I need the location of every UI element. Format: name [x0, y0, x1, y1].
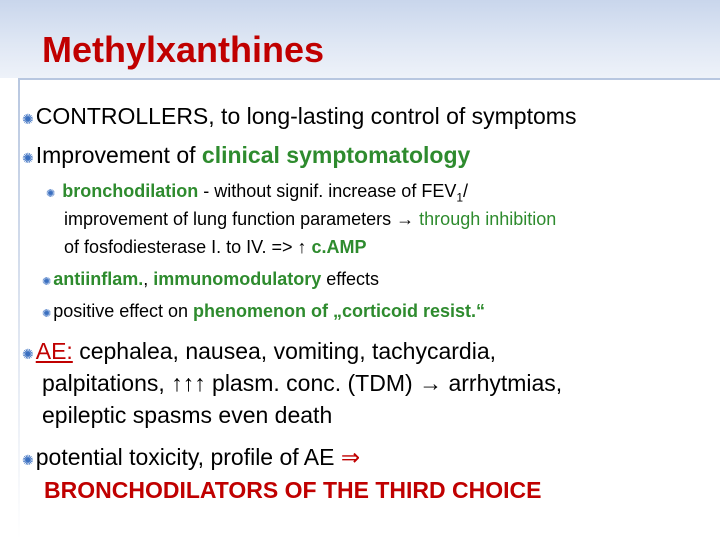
bullet-icon: ✺ — [22, 111, 34, 127]
slide-title: Methylxanthines — [42, 29, 325, 70]
arrhytmias-text: arrhytmias, — [442, 370, 563, 396]
toxicity-text: potential toxicity, profile of AE — [35, 444, 341, 470]
triple-arrow-up-icon: ↑↑↑ — [171, 370, 206, 396]
bullet-icon: ✺ — [42, 308, 52, 320]
bullet-controllers — [22, 105, 576, 128]
comma-text: , — [143, 269, 154, 289]
title-divider — [18, 78, 720, 80]
controllers-text: , to long-lasting control of symptoms — [208, 103, 577, 129]
fosfodiesterase-text: of fosfodiesterase I. to IV. => — [64, 237, 298, 257]
corticoid-resist-label: phenomenon of „corticoid resist.“ — [192, 301, 486, 321]
bullet-icon: ✺ — [42, 276, 52, 288]
ae-text: cephalea, nausea, vomiting, tachycardia, — [72, 338, 497, 364]
ae-label: AE: — [35, 338, 73, 364]
fosfodiesterase-line — [64, 238, 367, 256]
clinical-symptomatology: clinical symptomatology — [201, 142, 471, 168]
epileptic-text: epileptic spasms even death — [42, 402, 333, 428]
positive-effect-text: positive effect on — [53, 301, 193, 321]
bronchodilation-text: - without signif. increase of FEV — [198, 181, 457, 201]
bronchodilation-label: bronchodilation — [62, 181, 199, 201]
palpitations-text: palpitations, — [42, 370, 172, 396]
bullet-icon: ✺ — [46, 188, 56, 200]
implies-arrow-icon: ⇒ — [340, 444, 361, 470]
bullet-icon: ✺ — [22, 346, 34, 362]
arrow-right-icon: → — [419, 370, 443, 396]
fev-subscript: 1 — [456, 190, 464, 205]
epileptic-line — [42, 404, 332, 427]
immunomodulatory-label: immunomodulatory — [153, 269, 322, 289]
bullet-antiinflam — [42, 270, 379, 288]
third-choice-line — [44, 479, 541, 502]
plasm-conc-text: plasm. conc. (TDM) — [205, 370, 420, 396]
third-choice-label: BRONCHODILATORS OF THE THIRD CHOICE — [44, 477, 542, 503]
arrow-up-icon: ↑ — [297, 237, 307, 257]
antiinflam-label: antiinflam. — [53, 269, 144, 289]
arrow-right-icon: → — [396, 209, 415, 229]
palpitations-line — [42, 372, 562, 395]
lung-function-text: improvement of lung function parameters — [64, 209, 397, 229]
controllers-label: CONTROLLERS — [35, 103, 209, 129]
lung-function-line — [64, 210, 556, 228]
left-border — [18, 78, 20, 540]
improvement-text: Improvement of — [35, 142, 196, 168]
camp-label: c.AMP — [306, 237, 367, 257]
bullet-icon: ✺ — [22, 452, 34, 468]
bullet-improvement — [22, 144, 470, 167]
bullet-icon: ✺ — [22, 150, 34, 166]
slash-text: / — [463, 181, 469, 201]
through-inhibition: through inhibition — [414, 209, 557, 229]
effects-text: effects — [321, 269, 379, 289]
bullet-toxicity — [22, 446, 360, 469]
bullet-positive-effect — [42, 302, 485, 320]
bullet-ae — [22, 340, 496, 363]
bullet-bronchodilation — [46, 182, 468, 204]
